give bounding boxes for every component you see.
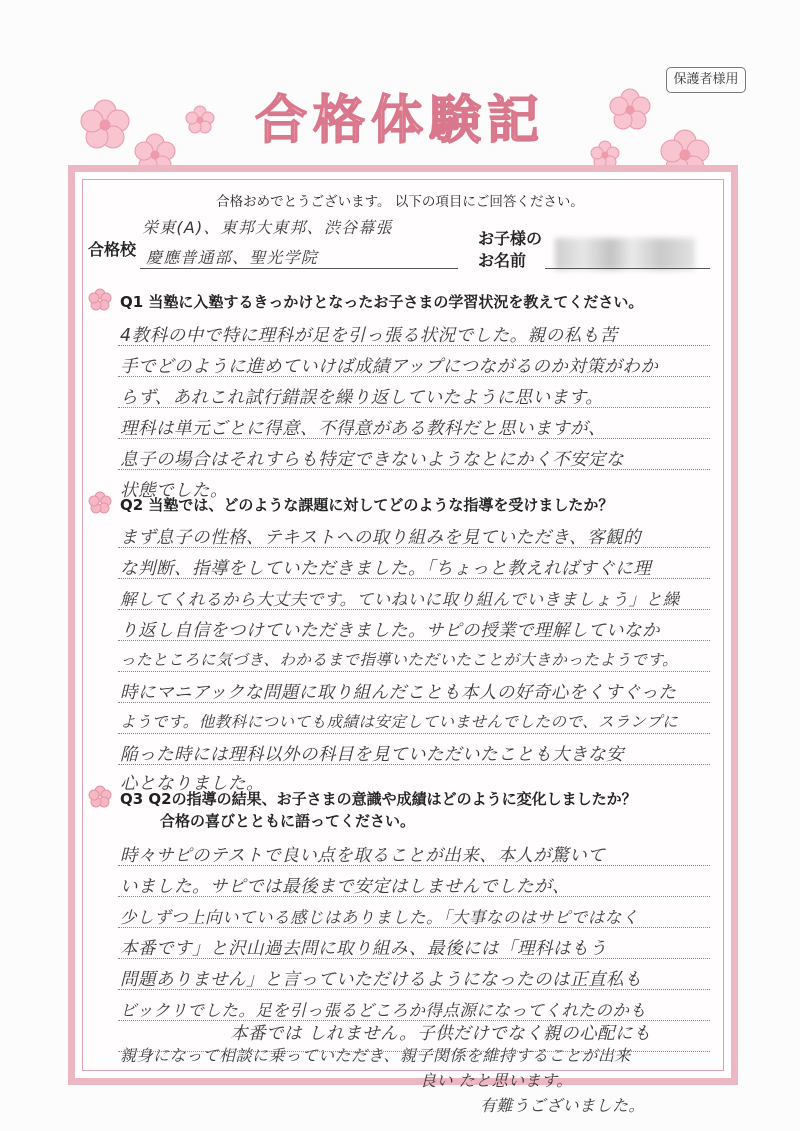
q1-question: Q1 当塾に入塾するきっかけとなったお子さまの学習状況を教えてください。: [120, 293, 644, 311]
q2-answer-line: な判断、指導をしていただきました。「ちょっと教えればすぐに理: [120, 559, 652, 579]
school-line-1: 栄東(A)、東邦大東邦、渋谷幕張: [142, 218, 393, 237]
q3-answer-line: 本番では しれません。子供だけでなく親の心配にも: [230, 1024, 652, 1044]
school-label: 合格校: [88, 240, 137, 259]
redacted-name: [555, 238, 695, 270]
q1-answer-line: 息子の場合はそれすらも特定できないようなとにかく不安定な: [120, 450, 624, 470]
intro-text: 合格おめでとうございます。 以下の項目にご回答ください。: [216, 194, 584, 210]
parent-use-badge: 保護者様用: [666, 67, 746, 93]
q2-answer-line: まず息子の性格、テキストへの取り組みを見ていただき、客観的: [120, 528, 641, 548]
ruled-line: [118, 989, 710, 990]
ruled-line: [118, 896, 710, 897]
page-title: 合格体験記: [254, 90, 545, 151]
ruled-line: [118, 702, 710, 703]
name-label-line-1: お子様の: [478, 229, 543, 248]
ruled-line: [118, 407, 710, 408]
name-label-line-2: お名前: [478, 251, 527, 270]
ruled-line: [118, 764, 710, 765]
ruled-line: [118, 927, 710, 928]
q1-answer-line: らず、あれこれ試行錯誤を繰り返していたように思います。: [120, 388, 604, 408]
q2-answer-line: 解してくれるから大丈夫です。ていねいに取り組んでいきましょう」と繰: [120, 590, 680, 609]
q1-answer-line: 状態でした。: [120, 481, 228, 501]
ruled-line: [118, 469, 710, 470]
q1-answer-line: 理科は単元ごとに得意、不得意がある教科だと思いますが、: [120, 419, 606, 439]
q3-answer-line: 問題ありません」と言っていただけるようになったのは正直私も: [120, 970, 642, 990]
q1-answer-line: 4教科の中で特に理科が足を引っ張る状況でした。親の私も苦: [120, 326, 618, 346]
q3-answer-line: ビックリでした。足を引っ張るどころか得点源になってくれたのかも: [120, 1001, 647, 1020]
q3-answer-line: 親身になって相談に乗っていただき、親子関係を維持することが出来: [120, 1046, 631, 1065]
name-underline: [545, 268, 710, 269]
q1-blossom-icon: [86, 286, 114, 314]
q3-answer-line: 少しずつ上向いている感じはありました。「大事なのはサピではなく: [120, 908, 639, 927]
ruled-line: [118, 958, 710, 959]
q2-answer-line: 心となりました。: [120, 774, 264, 794]
q3-blossom-icon: [86, 783, 114, 811]
q2-answer-line: 陥った時には理科以外の科目を見ていただいたことも大きな安: [120, 745, 624, 765]
q3-question-line-2: 合格の喜びとともに語ってください。: [160, 812, 416, 830]
q2-answer-line: 時にマニアックな問題に取り組んだことも本人の好奇心をくすぐった: [120, 683, 677, 703]
ruled-line: [118, 640, 710, 641]
q3-answer-line: 良い たと思います。: [420, 1071, 573, 1090]
ruled-line: [118, 1051, 710, 1052]
q2-question: Q2 当塾では、どのような課題に対してどのような指導を受けましたか？: [120, 496, 614, 514]
q3-answer-line: 本番です」と沢山過去問に取り組み、最後には「理科はもう: [120, 939, 608, 959]
ruled-line: [118, 547, 710, 548]
ruled-line: [118, 376, 710, 377]
q2-answer-line: ったところに気づき、わかるまで指導いただいたことが大きかったようです。: [120, 651, 679, 669]
q3-answer-line: 有難うございました。: [480, 1096, 646, 1115]
q3-answer-line: いました。サピでは最後まで安定はしませんでしたが、: [120, 877, 570, 897]
ruled-line: [118, 671, 710, 672]
ruled-line: [118, 733, 710, 734]
ruled-line: [118, 1020, 710, 1021]
q2-blossom-icon: [86, 489, 114, 517]
q2-answer-line: り返し自信をつけていただきました。サピの授業で理解していなか: [120, 621, 660, 641]
q3-answer-line: 時々サピのテストで良い点を取ることが出来、本人が驚いて: [120, 846, 606, 866]
ruled-line: [118, 438, 710, 439]
ruled-line: [118, 609, 710, 610]
q3-question: Q3 Q2の指導の結果、お子さまの意識や成績はどのように変化しましたか？: [120, 790, 637, 808]
school-underline: [140, 268, 458, 269]
school-line-2: 慶應普通部、聖光学院: [146, 248, 319, 267]
ruled-line: [118, 345, 710, 346]
q1-answer-line: 手でどのように進めていけば成績アップにつながるのか対策がわか: [120, 357, 659, 377]
ruled-line: [118, 578, 710, 579]
ruled-line: [118, 865, 710, 866]
q2-answer-line: ようです。他教科についても成績は安定していませんでしたので、スランプに: [120, 713, 679, 731]
